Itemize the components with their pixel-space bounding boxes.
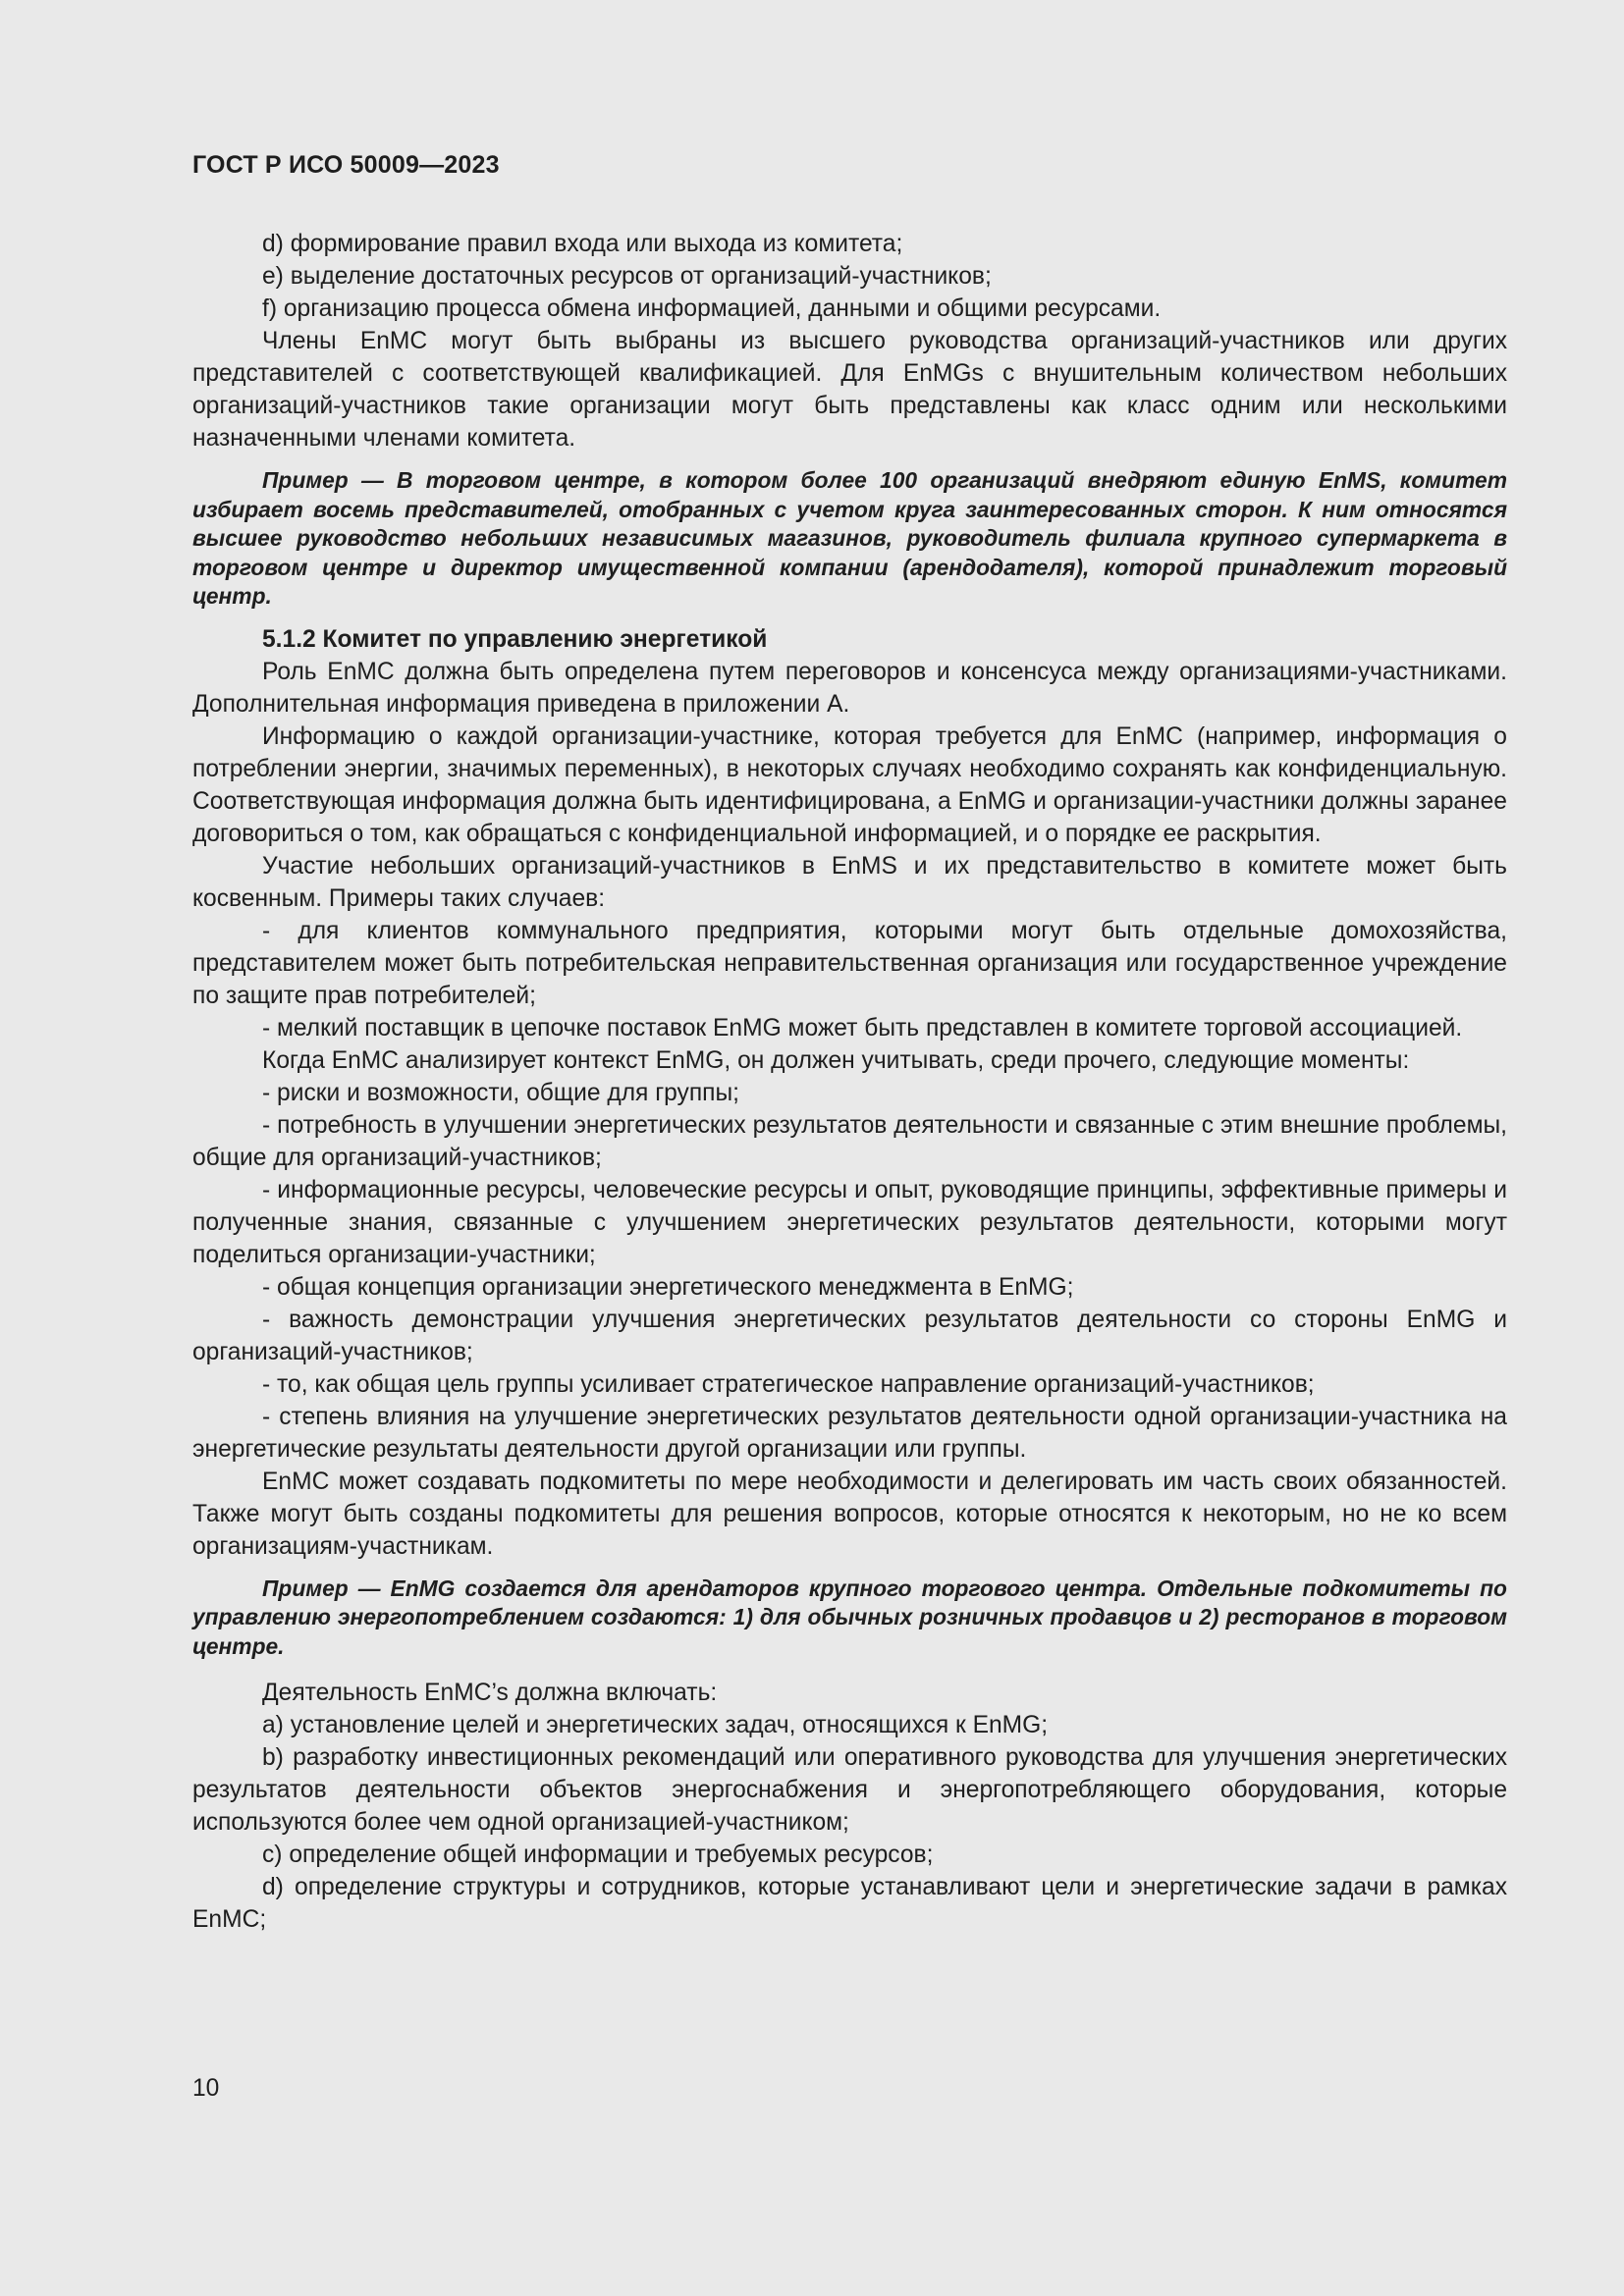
list-item: - важность демонстрации улучшения энергетических результатов деятельности со стороны EnMG и организаций-участников; — [192, 1306, 1507, 1365]
body-paragraph: Деятельность EnMC’s должна включать: — [262, 1680, 718, 1706]
list-item: - риски и возможности, общие для группы; — [262, 1079, 740, 1106]
list-item: - то, как общая цель группы усиливает стратегическое направление организаций-участников; — [262, 1370, 1315, 1398]
list-item: a) установление целей и энергетических задач, относящихся к EnMG; — [262, 1712, 1049, 1738]
list-item: - информационные ресурсы, человеческие ресурсы и опыт, руководящие принципы, эффективные примеры и полученные знания, связанные с улучшением энергетических результатов деятельности, которыми могут поделиться организации-участники; — [192, 1176, 1507, 1268]
body-paragraph: Роль EnMC должна быть определена путем переговоров и консенсуса между организациями-участниками. Дополнительная информация приведена в приложении А. — [192, 658, 1507, 718]
example-note: Пример — В торговом центре, в котором более 100 организаций внедряют единую EnMS, комитет избирает восемь представителей, отобранных с учетом круга заинтересованных сторон. К ним относятся высшее руководство небольших независимых магазинов, руководитель филиала крупного супермаркета в торговом центре и директор имущественной компании (арендодателя), которой принадлежит торговый центр. — [192, 467, 1507, 609]
list-item: b) разработку инвестиционных рекомендаций или оперативного руководства для улучшения энергетических результатов деятельности объектов энергоснабжения и энергопотребляющего оборудования, которые используются более чем одной организацией-участником; — [192, 1744, 1507, 1836]
body-paragraph: Участие небольших организаций-участников в EnMS и их представительство в комитете может быть косвенным. Примеры таких случаев: — [192, 852, 1507, 912]
body-paragraph: Когда EnMC анализирует контекст EnMG, он должен учитывать, среди прочего, следующие моменты: — [262, 1046, 1410, 1074]
list-item: - потребность в улучшении энергетических результатов деятельности и связанные с этим внешние проблемы, общие для организаций-участников; — [192, 1111, 1507, 1171]
list-item: d) определение структуры и сотрудников, которые устанавливают цели и энергетические задачи в рамках EnMC; — [192, 1874, 1507, 1933]
list-item: - мелкий поставщик в цепочке поставок EnMG может быть представлен в комитете торговой ассоциацией. — [262, 1014, 1463, 1041]
body-paragraph: EnMC может создавать подкомитеты по мере необходимости и делегировать им часть своих обязанностей. Также могут быть созданы подкомитеты для решения вопросов, которые относятся к некоторым, но не ко всем организациям-участникам. — [192, 1468, 1507, 1560]
list-item: d) формирование правил входа или выхода из комитета; — [262, 231, 903, 257]
body-paragraph: Информацию о каждой организации-участнике, которая требуется для EnMC (например, информация о потреблении энергии, значимых переменных), в некоторых случаях необходимо сохранять как конфиденциальную. Соответствующая информация должна быть идентифицирована, а EnMG и организации-участники должны заранее договориться о том, как обращаться с конфиденциальной информацией, и о порядке ее раскрытия. — [192, 722, 1507, 847]
page-body — [192, 228, 1507, 1936]
list-item: c) определение общей информации и требуемых ресурсов; — [262, 1842, 934, 1868]
list-item: - степень влияния на улучшение энергетических результатов деятельности одной организации-участника на энергетические результаты деятельности другой организации или группы. — [192, 1403, 1507, 1463]
section-heading: 5.1.2 Комитет по управлению энергетикой — [262, 625, 768, 653]
page-number: 10 — [192, 2075, 220, 2102]
example-note: Пример — EnMG создается для арендаторов крупного торгового центра. Отдельные подкомитеты по управлению энергопотреблением создаются: 1) для обычных розничных продавцов и 2) ресторанов в торговом центре. — [192, 1575, 1507, 1659]
list-item: e) выделение достаточных ресурсов от организаций-участников; — [262, 263, 992, 290]
list-item: f) организацию процесса обмена информацией, данными и общими ресурсами. — [262, 295, 1162, 322]
document-header: ГОСТ Р ИСО 50009—2023 — [192, 151, 500, 179]
list-item: - для клиентов коммунального предприятия, которыми могут быть отдельные домохозяйства, представителем может быть потребительская неправительственная организация или государственное учреждение по защите прав потребителей; — [192, 917, 1507, 1009]
list-item: - общая концепция организации энергетического менеджмента в EnMG; — [262, 1273, 1074, 1301]
body-paragraph: Члены EnMC могут быть выбраны из высшего руководства организаций-участников или других представителей с соответствующей квалификацией. Для EnMGs с внушительным количеством небольших организаций-участников такие организации могут быть представлены как класс одним или несколькими назначенными членами комитета. — [192, 328, 1507, 452]
